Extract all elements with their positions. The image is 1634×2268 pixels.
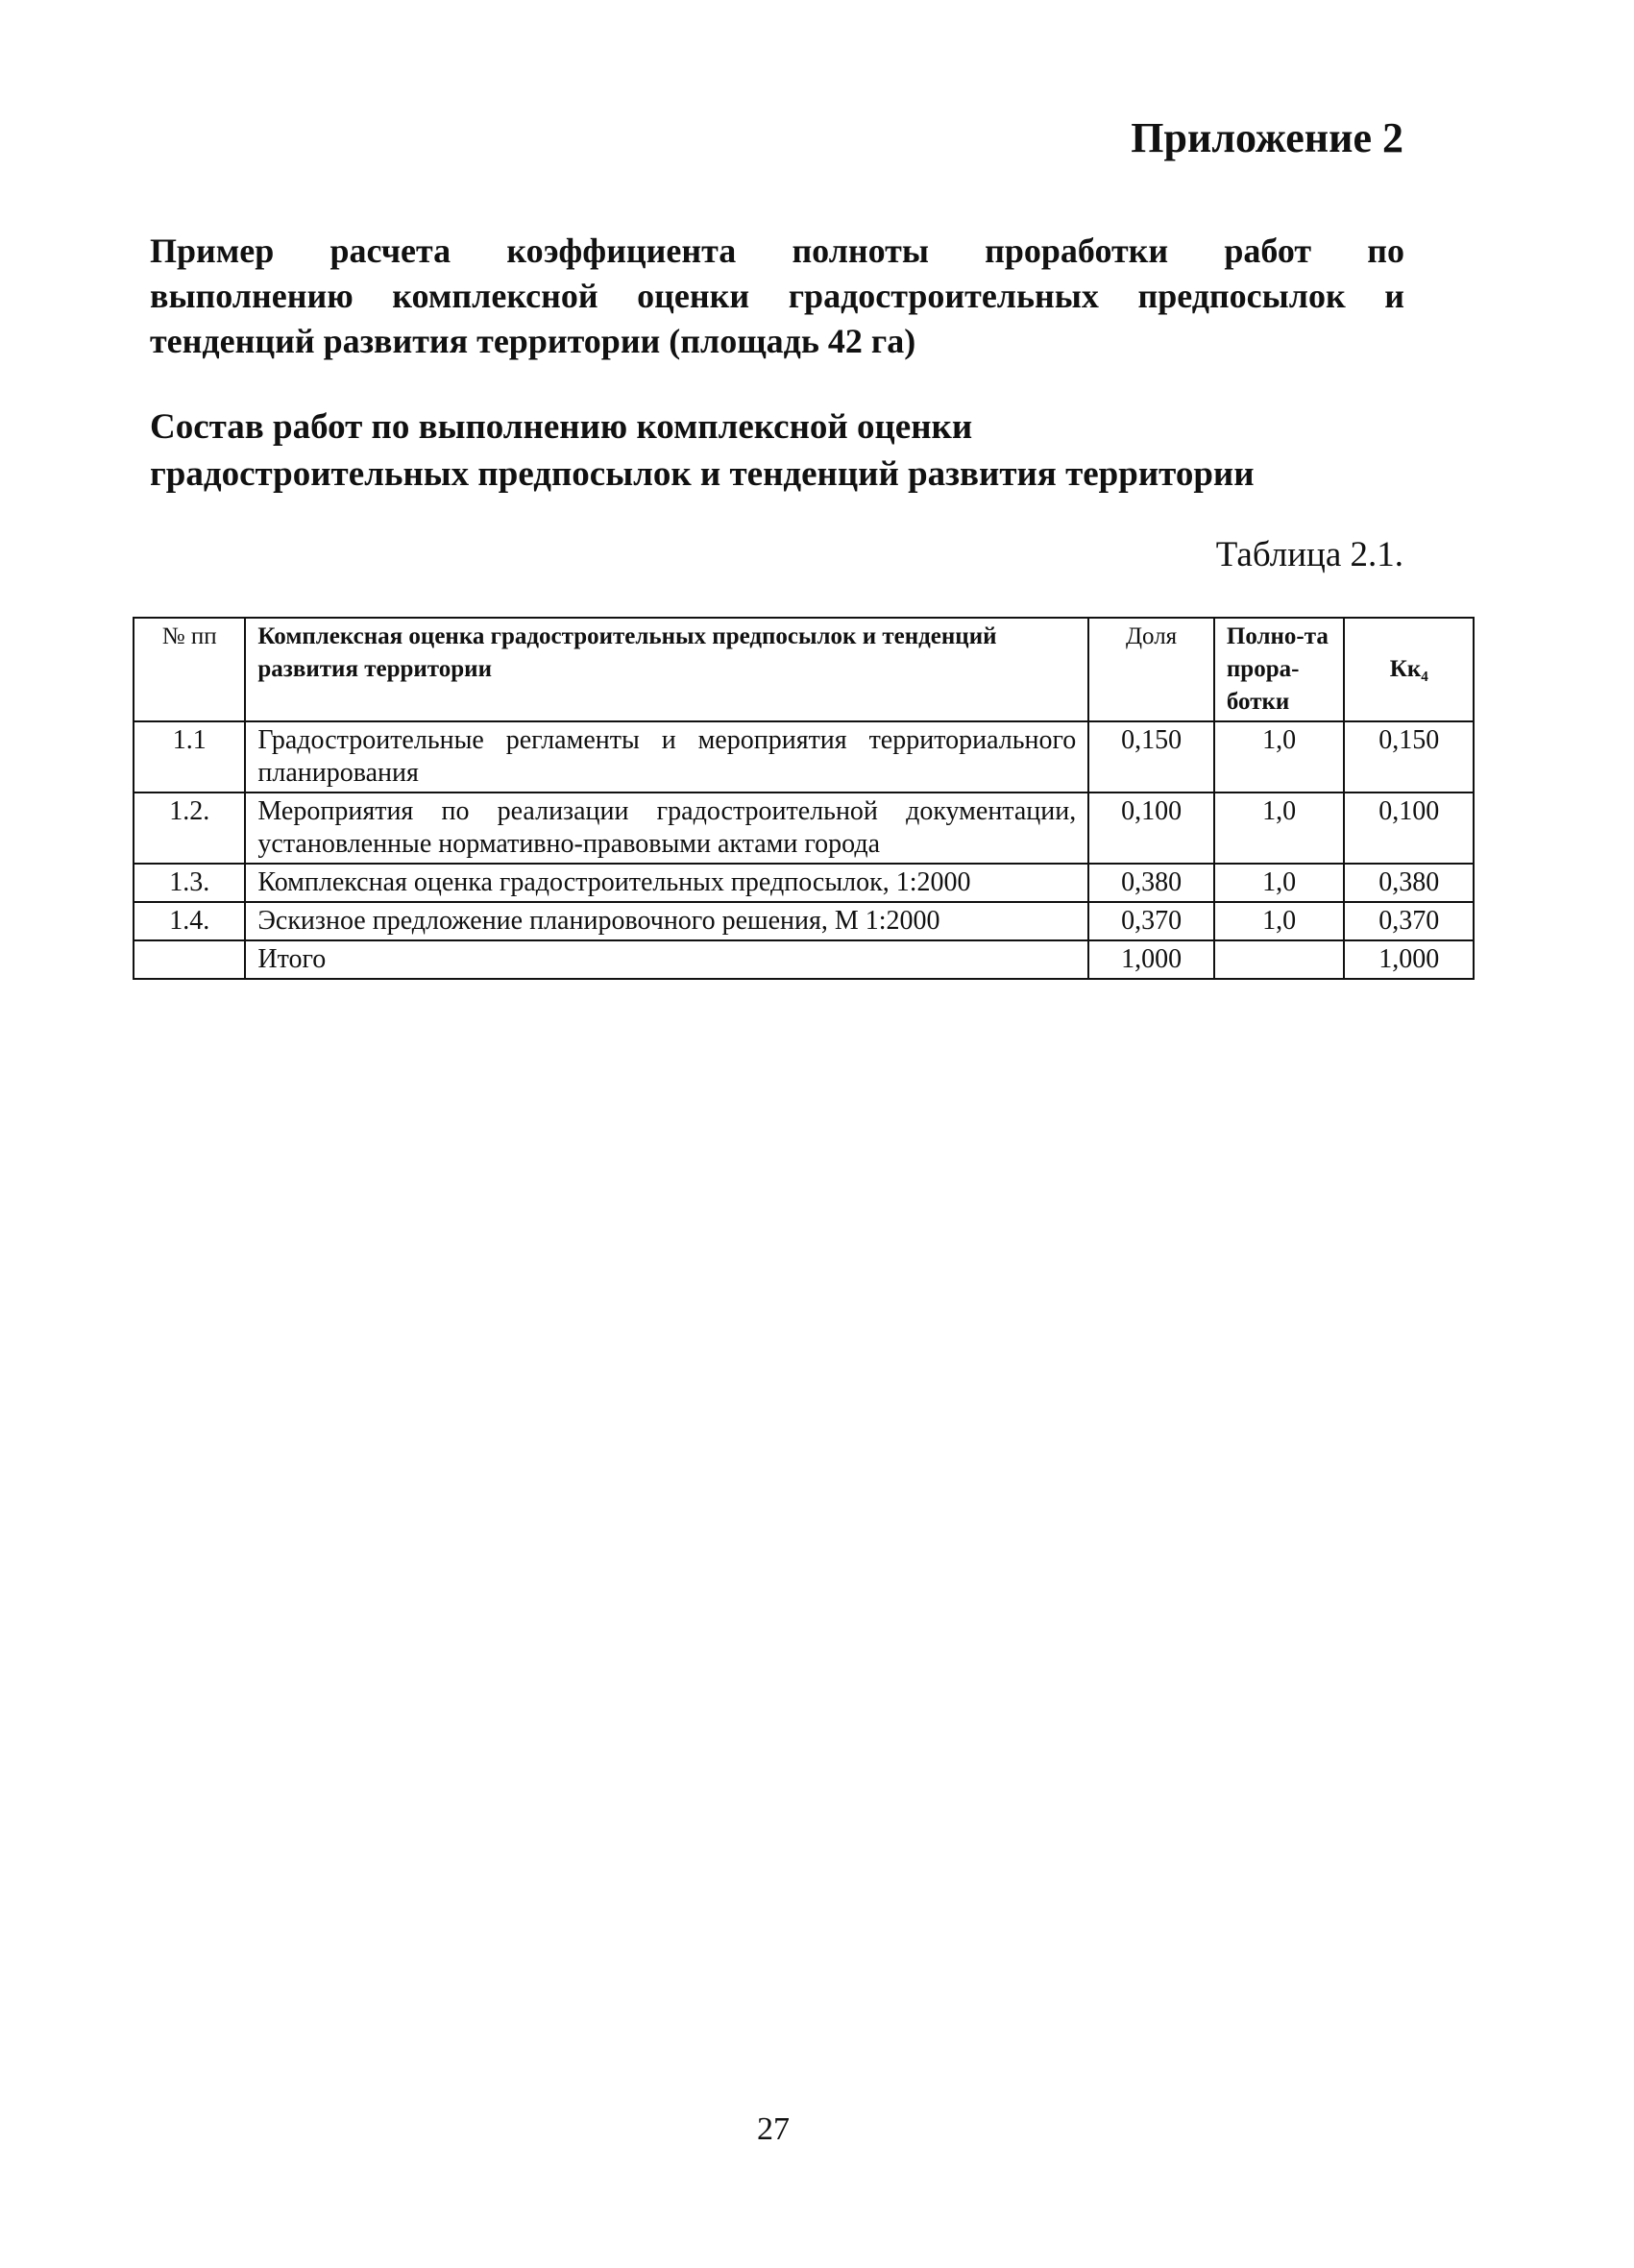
cell-description: Эскизное предложение планировочного решения, М 1:2000 (245, 902, 1088, 940)
document-title (150, 229, 1404, 364)
cell-share: 0,380 (1088, 864, 1214, 902)
work-composition-table (133, 617, 1475, 980)
table-total-row (134, 940, 1474, 979)
subtitle-line: градостроительных предпосылок и тенденций развития территории (150, 454, 1255, 494)
subtitle-line: Состав работ по выполнению комплексной оценки (150, 407, 973, 447)
header-num: № пп (134, 618, 245, 721)
table-row (134, 721, 1474, 793)
cell-num: 1.3. (134, 864, 245, 902)
cell-completeness: 1,0 (1214, 864, 1345, 902)
table-row (134, 864, 1474, 902)
cell-description: Градостроительные регламенты и мероприятия территориального планирования (245, 721, 1088, 793)
cell-coefficient: 0,100 (1344, 793, 1474, 864)
cell-coefficient: 0,150 (1344, 721, 1474, 793)
cell-total-share: 1,000 (1088, 940, 1214, 979)
header-share: Доля (1088, 618, 1214, 721)
title-line: выполнению комплексной оценки градостроительных предпосылок и (150, 277, 1404, 315)
cell-num: 1.1 (134, 721, 245, 793)
table-header-row (134, 618, 1474, 721)
cell-coefficient: 0,380 (1344, 864, 1474, 902)
title-line: тенденций развития территории (площадь 42 га) (150, 322, 916, 360)
header-description: Комплексная оценка градостроительных предпосылок и тенденций развития территории (245, 618, 1088, 721)
header-coefficient: Кк₄ (1344, 618, 1474, 721)
cell-num: 1.4. (134, 902, 245, 940)
cell-description: Комплексная оценка градостроительных предпосылок, 1:2000 (245, 864, 1088, 902)
cell-num (134, 940, 245, 979)
table-row (134, 902, 1474, 940)
cell-completeness: 1,0 (1214, 793, 1345, 864)
page-number: 27 (757, 2111, 790, 2147)
cell-share: 0,370 (1088, 902, 1214, 940)
header-completeness: Полно-та прора-ботки (1214, 618, 1345, 721)
cell-total-label: Итого (245, 940, 1088, 979)
cell-completeness: 1,0 (1214, 902, 1345, 940)
cell-description: Мероприятия по реализации градостроительной документации, установленные нормативно-правовыми актами города (245, 793, 1088, 864)
cell-completeness: 1,0 (1214, 721, 1345, 793)
table-row (134, 793, 1474, 864)
title-line: Пример расчета коэффициента полноты проработки работ по (150, 232, 1404, 270)
cell-total-coefficient: 1,000 (1344, 940, 1474, 979)
cell-share: 0,100 (1088, 793, 1214, 864)
cell-coefficient: 0,370 (1344, 902, 1474, 940)
cell-share: 0,150 (1088, 721, 1214, 793)
cell-num: 1.2. (134, 793, 245, 864)
table-label: Таблица 2.1. (1215, 535, 1403, 574)
appendix-heading: Приложение 2 (1131, 114, 1403, 161)
section-subtitle (150, 403, 1418, 498)
cell-total-completeness (1214, 940, 1345, 979)
